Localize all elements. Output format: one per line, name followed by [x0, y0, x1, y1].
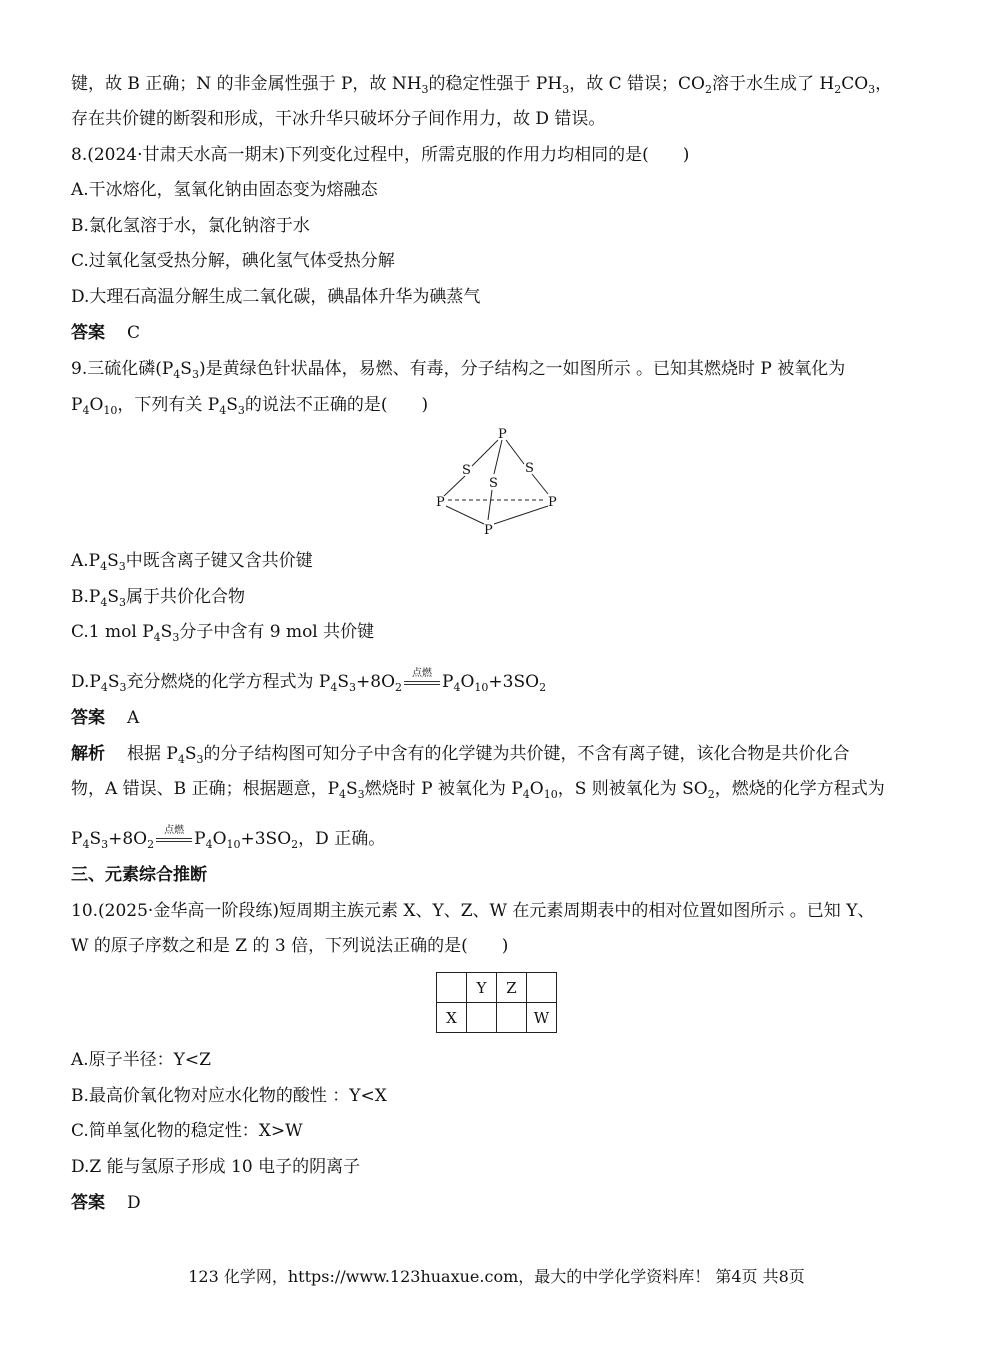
condition-label: 点燃	[412, 667, 433, 679]
atom-s-middle: S	[489, 476, 498, 491]
p4s3-structure-diagram	[428, 426, 568, 538]
q8-answer	[71, 321, 140, 345]
atom-p-top: P	[498, 427, 507, 442]
table-cell	[527, 973, 557, 1003]
intro-line-1: 键，故 B 正确；N 的非金属性强于 P，故 $NH_3$的稳定性强于 $PH_3$，故 C 错误；$CO_2$溶于水生成了 $H_2CO_3$，	[71, 74, 893, 96]
answer-label: 答案	[71, 1193, 105, 1213]
q9-explanation-1: 解析 根据 $P_4S_3$的分子结构图可知分子中含有的化学键为共价键，不含有离子键，该化合物是共价化合	[71, 744, 850, 766]
answer-label: 答案	[71, 708, 105, 728]
q10-option-b: B.最高价氧化物对应水化物的酸性 ：Y<X	[71, 1086, 387, 1106]
answer-value: C	[127, 323, 141, 343]
atom-p-right: P	[548, 495, 557, 510]
answer-value: A	[127, 708, 140, 728]
q10-option-c: C.简单氢化物的稳定性：X>W	[71, 1121, 303, 1141]
table-cell	[497, 1003, 527, 1033]
q9-option-d: $D.P_4S_3$充分燃烧的化学方程式为 $P_4S_3+8O_2$ 点燃 $P_4O_{10}+3SO_2$	[71, 670, 546, 700]
q8-option-a: A.干冰熔化，氢氧化钠由固态变为熔融态	[71, 180, 378, 200]
q8-option-d: D.大理石高温分解生成二氧化碳，碘晶体升华为碘蒸气	[71, 287, 481, 307]
q9-option-b: $B.P_4S_3$属于共价化合物	[71, 587, 245, 609]
table-cell	[437, 973, 467, 1003]
q9-stem: 9.三硫化磷$(P_4S_3)$是黄绿色针状晶体，易燃、有毒，分子结构之一如图所示 。已知其燃烧时 P 被氧化为	[71, 359, 846, 381]
q9-stem-2: $P_4O_{10}$，下列有关 $P_4S_3$的说法不正确的是( )	[71, 395, 429, 417]
table-cell: W	[527, 1003, 557, 1033]
periodic-table-fragment	[436, 972, 557, 1033]
q8-option-b: B.氯化氢溶于水，氯化钠溶于水	[71, 216, 310, 236]
table-row	[437, 973, 557, 1003]
intro-line-2: 存在共价键的断裂和形成，干冰升华只破坏分子间作用力，故 D 错误。	[71, 109, 606, 129]
atom-p-bottom: P	[484, 523, 493, 538]
condition-label: 点燃	[164, 824, 185, 836]
answer-value: D	[127, 1193, 141, 1213]
q8-stem: 8.(2024·甘肃天水高一期末)下列变化过程中，所需克服的作用力均相同的是( )	[71, 145, 690, 165]
q9-explanation-3: $P_4S_3+8O_2$ 点燃 $P_4O_{10}+3SO_2$，D 正确。	[71, 827, 385, 857]
table-row	[437, 1003, 557, 1033]
q9-option-a: $A.P_4S_3$中既含离子键又含共价键	[71, 551, 313, 573]
table-cell: Z	[497, 973, 527, 1003]
page-footer: 123 化学网，https://www.123huaxue.com，最大的中学化学资料库！ 第4页 共8页	[188, 1267, 805, 1286]
answer-label: 答案	[71, 323, 105, 343]
explanation-label: 解析	[71, 744, 105, 764]
atom-s-right: S	[525, 461, 534, 476]
atom-p-left: P	[436, 495, 445, 510]
q10-option-d: D.Z 能与氢原子形成 10 电子的阴离子	[71, 1157, 361, 1177]
q9-option-c: C.1 mol $P_4S_3$分子中含有 9 mol 共价键	[71, 622, 375, 644]
q10-stem-2: W 的原子序数之和是 Z 的 3 倍，下列说法正确的是( )	[71, 936, 509, 956]
table-cell: X	[437, 1003, 467, 1033]
q8-option-c: C.过氧化氢受热分解，碘化氢气体受热分解	[71, 251, 395, 271]
q9-explanation-2: 物，A 错误、B 正确；根据题意，$P_4S_3$燃烧时 P 被氧化为 $P_4O_{10}$，S 则被氧化为 $SO_2$，燃烧的化学方程式为	[71, 779, 885, 801]
reaction-arrow	[402, 667, 442, 695]
table-cell: Y	[467, 973, 497, 1003]
atom-s-left: S	[462, 463, 471, 478]
reaction-arrow	[154, 824, 194, 852]
q10-option-a: A.原子半径：Y<Z	[71, 1050, 211, 1070]
q10-answer	[71, 1191, 141, 1215]
section-heading: 三、元素综合推断	[71, 865, 207, 885]
table-cell	[467, 1003, 497, 1033]
q9-answer	[71, 706, 139, 730]
q10-stem: 10.(2025·金华高一阶段练)短周期主族元素 X、Y、Z、W 在元素周期表中的相对位置如图所示 。已知 Y、	[71, 901, 875, 921]
